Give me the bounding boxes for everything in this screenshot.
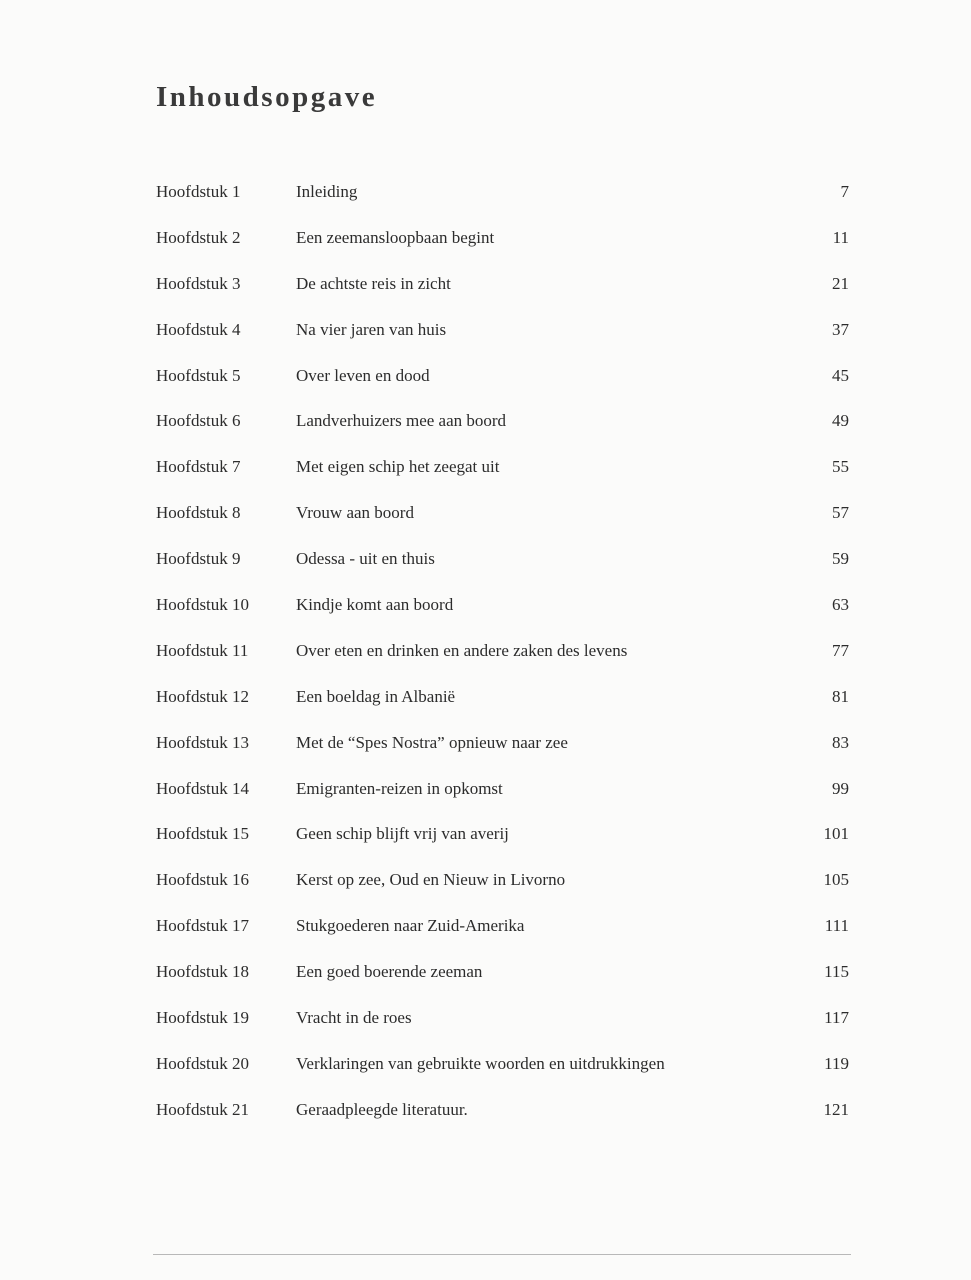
page-number: 115 — [824, 962, 849, 982]
page-number: 99 — [832, 778, 849, 798]
chapter-label: Hoofdstuk 7 — [156, 457, 241, 477]
page-number: 49 — [832, 411, 849, 431]
toc-entry — [0, 1087, 971, 1133]
page-number: 81 — [832, 686, 849, 706]
toc-entry — [0, 353, 971, 399]
chapter-title: Emigranten-reizen in opkomst — [296, 778, 503, 798]
chapter-label: Hoofdstuk 10 — [156, 595, 250, 615]
chapter-title: Geraadpleegde literatuur. — [296, 1099, 468, 1119]
chapter-title: Kindje komt aan boord — [296, 595, 454, 615]
page-number: 21 — [832, 273, 849, 293]
chapter-label: Hoofdstuk 16 — [156, 870, 250, 890]
chapter-label: Hoofdstuk 2 — [156, 227, 241, 247]
page-number: 37 — [832, 319, 849, 339]
chapter-title: Een boeldag in Albanië — [296, 686, 456, 706]
toc-entry — [0, 398, 971, 444]
page-number: 121 — [823, 1099, 849, 1119]
page-number: 83 — [832, 732, 849, 752]
chapter-title: Een zeemansloopbaan begint — [296, 227, 495, 247]
chapter-title: Vracht in de roes — [296, 1008, 412, 1028]
chapter-label: Hoofdstuk 18 — [156, 962, 250, 982]
toc-entry — [0, 1041, 971, 1087]
chapter-label: Hoofdstuk 9 — [156, 549, 241, 569]
chapter-label: Hoofdstuk 12 — [156, 686, 250, 706]
toc-entry — [0, 903, 971, 949]
toc-entry — [0, 857, 971, 903]
toc-entry — [0, 995, 971, 1041]
toc-entry — [0, 674, 971, 720]
page-number: 63 — [832, 595, 849, 615]
page-number: 55 — [832, 457, 849, 477]
toc-entry — [0, 169, 971, 215]
page-title: Inhoudsopgave — [156, 81, 378, 113]
page-number: 77 — [832, 640, 849, 660]
chapter-title: Inleiding — [296, 182, 358, 201]
chapter-label: Hoofdstuk 20 — [156, 1053, 250, 1073]
chapter-label: Hoofdstuk 5 — [156, 365, 241, 385]
chapter-title: Over eten en drinken en andere zaken des levens — [296, 640, 628, 660]
toc-entry — [0, 949, 971, 995]
toc-entry — [0, 720, 971, 766]
chapter-label: Hoofdstuk 6 — [156, 411, 241, 431]
chapter-label: Hoofdstuk 13 — [156, 732, 250, 752]
toc-entry — [0, 261, 971, 307]
table-of-contents — [0, 169, 971, 1133]
chapter-title: De achtste reis in zicht — [296, 273, 451, 293]
page-number: 119 — [824, 1053, 849, 1073]
chapter-title: Na vier jaren van huis — [296, 319, 447, 339]
chapter-label: Hoofdstuk 19 — [156, 1008, 250, 1028]
chapter-title: Kerst op zee, Oud en Nieuw in Livorno — [296, 870, 566, 890]
chapter-label: Hoofdstuk 15 — [156, 824, 250, 844]
chapter-label: Hoofdstuk 1 — [156, 182, 241, 201]
toc-entry — [0, 766, 971, 812]
toc-entry — [0, 307, 971, 353]
chapter-title: Odessa - uit en thuis — [296, 549, 435, 569]
chapter-label: Hoofdstuk 14 — [156, 778, 250, 798]
chapter-title: Landverhuizers mee aan boord — [296, 411, 507, 431]
toc-entry — [0, 215, 971, 261]
toc-entry — [0, 811, 971, 857]
chapter-label: Hoofdstuk 8 — [156, 503, 241, 523]
chapter-label: Hoofdstuk 21 — [156, 1099, 250, 1119]
chapter-label: Hoofdstuk 17 — [156, 916, 250, 936]
chapter-title: Stukgoederen naar Zuid-Amerika — [296, 916, 525, 936]
page-number: 57 — [832, 503, 849, 523]
chapter-title: Geen schip blijft vrij van averij — [296, 824, 509, 844]
chapter-label: Hoofdstuk 3 — [156, 273, 241, 293]
page-number: 105 — [823, 870, 849, 890]
chapter-title: Met eigen schip het zeegat uit — [296, 457, 500, 477]
toc-entry — [0, 628, 971, 674]
chapter-title: Verklaringen van gebruikte woorden en uitdrukkingen — [296, 1053, 665, 1073]
chapter-label: Hoofdstuk 11 — [156, 640, 249, 660]
page-number: 59 — [832, 549, 849, 569]
chapter-title: Een goed boerende zeeman — [296, 962, 483, 982]
toc-entry — [0, 444, 971, 490]
chapter-title: Over leven en dood — [296, 365, 430, 385]
chapter-label: Hoofdstuk 4 — [156, 319, 241, 339]
page-number: 111 — [824, 916, 849, 936]
page-number: 101 — [823, 824, 849, 844]
chapter-title: Vrouw aan boord — [296, 503, 414, 523]
chapter-title: Met de “Spes Nostra” opnieuw naar zee — [296, 732, 568, 752]
toc-entry — [0, 582, 971, 628]
page-number: 11 — [832, 227, 849, 247]
page-number: 45 — [832, 365, 849, 385]
toc-entry — [0, 490, 971, 536]
page-number: 7 — [840, 182, 849, 201]
footer-rule — [153, 1254, 851, 1255]
toc-entry — [0, 536, 971, 582]
page-number: 117 — [824, 1008, 849, 1028]
